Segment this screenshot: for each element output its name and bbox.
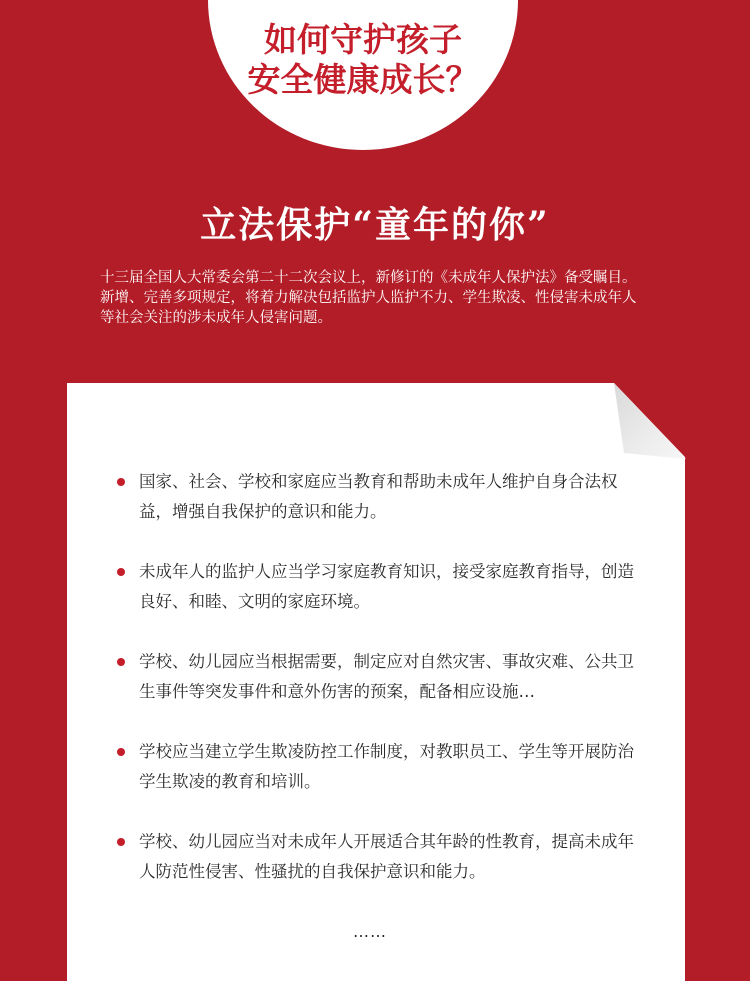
section-title: 立法保护“童年的你” <box>200 204 550 246</box>
more-ellipsis: …… <box>353 922 387 941</box>
headline-line-2: 安全健康成长？ <box>247 60 479 99</box>
provision-text: 学校、幼儿园应当对未成年人开展适合其年龄的性教育，提高未成年人防范性侵害、性骚扰的自我保护意识和能力。 <box>139 832 634 881</box>
list-item <box>115 737 635 797</box>
headline-line-1: 如何守护孩子 <box>264 20 462 59</box>
bullet-dot-icon <box>117 658 125 666</box>
list-item <box>115 647 635 707</box>
bullet-dot-icon <box>117 748 125 756</box>
paper-fold-corner <box>614 383 686 461</box>
list-item <box>115 467 635 527</box>
bullet-dot-icon <box>117 838 125 846</box>
provision-text: 国家、社会、学校和家庭应当教育和帮助未成年人维护自身合法权益，增强自我保护的意识和能力。 <box>139 472 618 521</box>
provision-list <box>115 467 635 917</box>
list-item <box>115 557 635 617</box>
bullet-dot-icon <box>117 568 125 576</box>
provision-text: 未成年人的监护人应当学习家庭教育知识，接受家庭教育指导，创造良好、和睦、文明的家庭环境。 <box>139 562 634 611</box>
list-item <box>115 827 635 887</box>
headline <box>208 20 518 100</box>
intro-paragraph: 十三届全国人大常委会第二十二次会议上，新修订的《未成年人保护法》备受瞩目。新增、完善多项规定，将着力解决包括监护人监护不力、学生欺凌、性侵害未成年人等社会关注的涉未成年人侵害问题。 <box>100 270 637 326</box>
provision-text: 学校应当建立学生欺凌防控工作制度，对教职员工、学生等开展防治学生欺凌的教育和培训。 <box>139 742 634 791</box>
provision-text: 学校、幼儿园应当根据需要，制定应对自然灾害、事故灾难、公共卫生事件等突发事件和意外伤害的预案，配备相应设施… <box>139 652 634 701</box>
bullet-dot-icon <box>117 478 125 486</box>
